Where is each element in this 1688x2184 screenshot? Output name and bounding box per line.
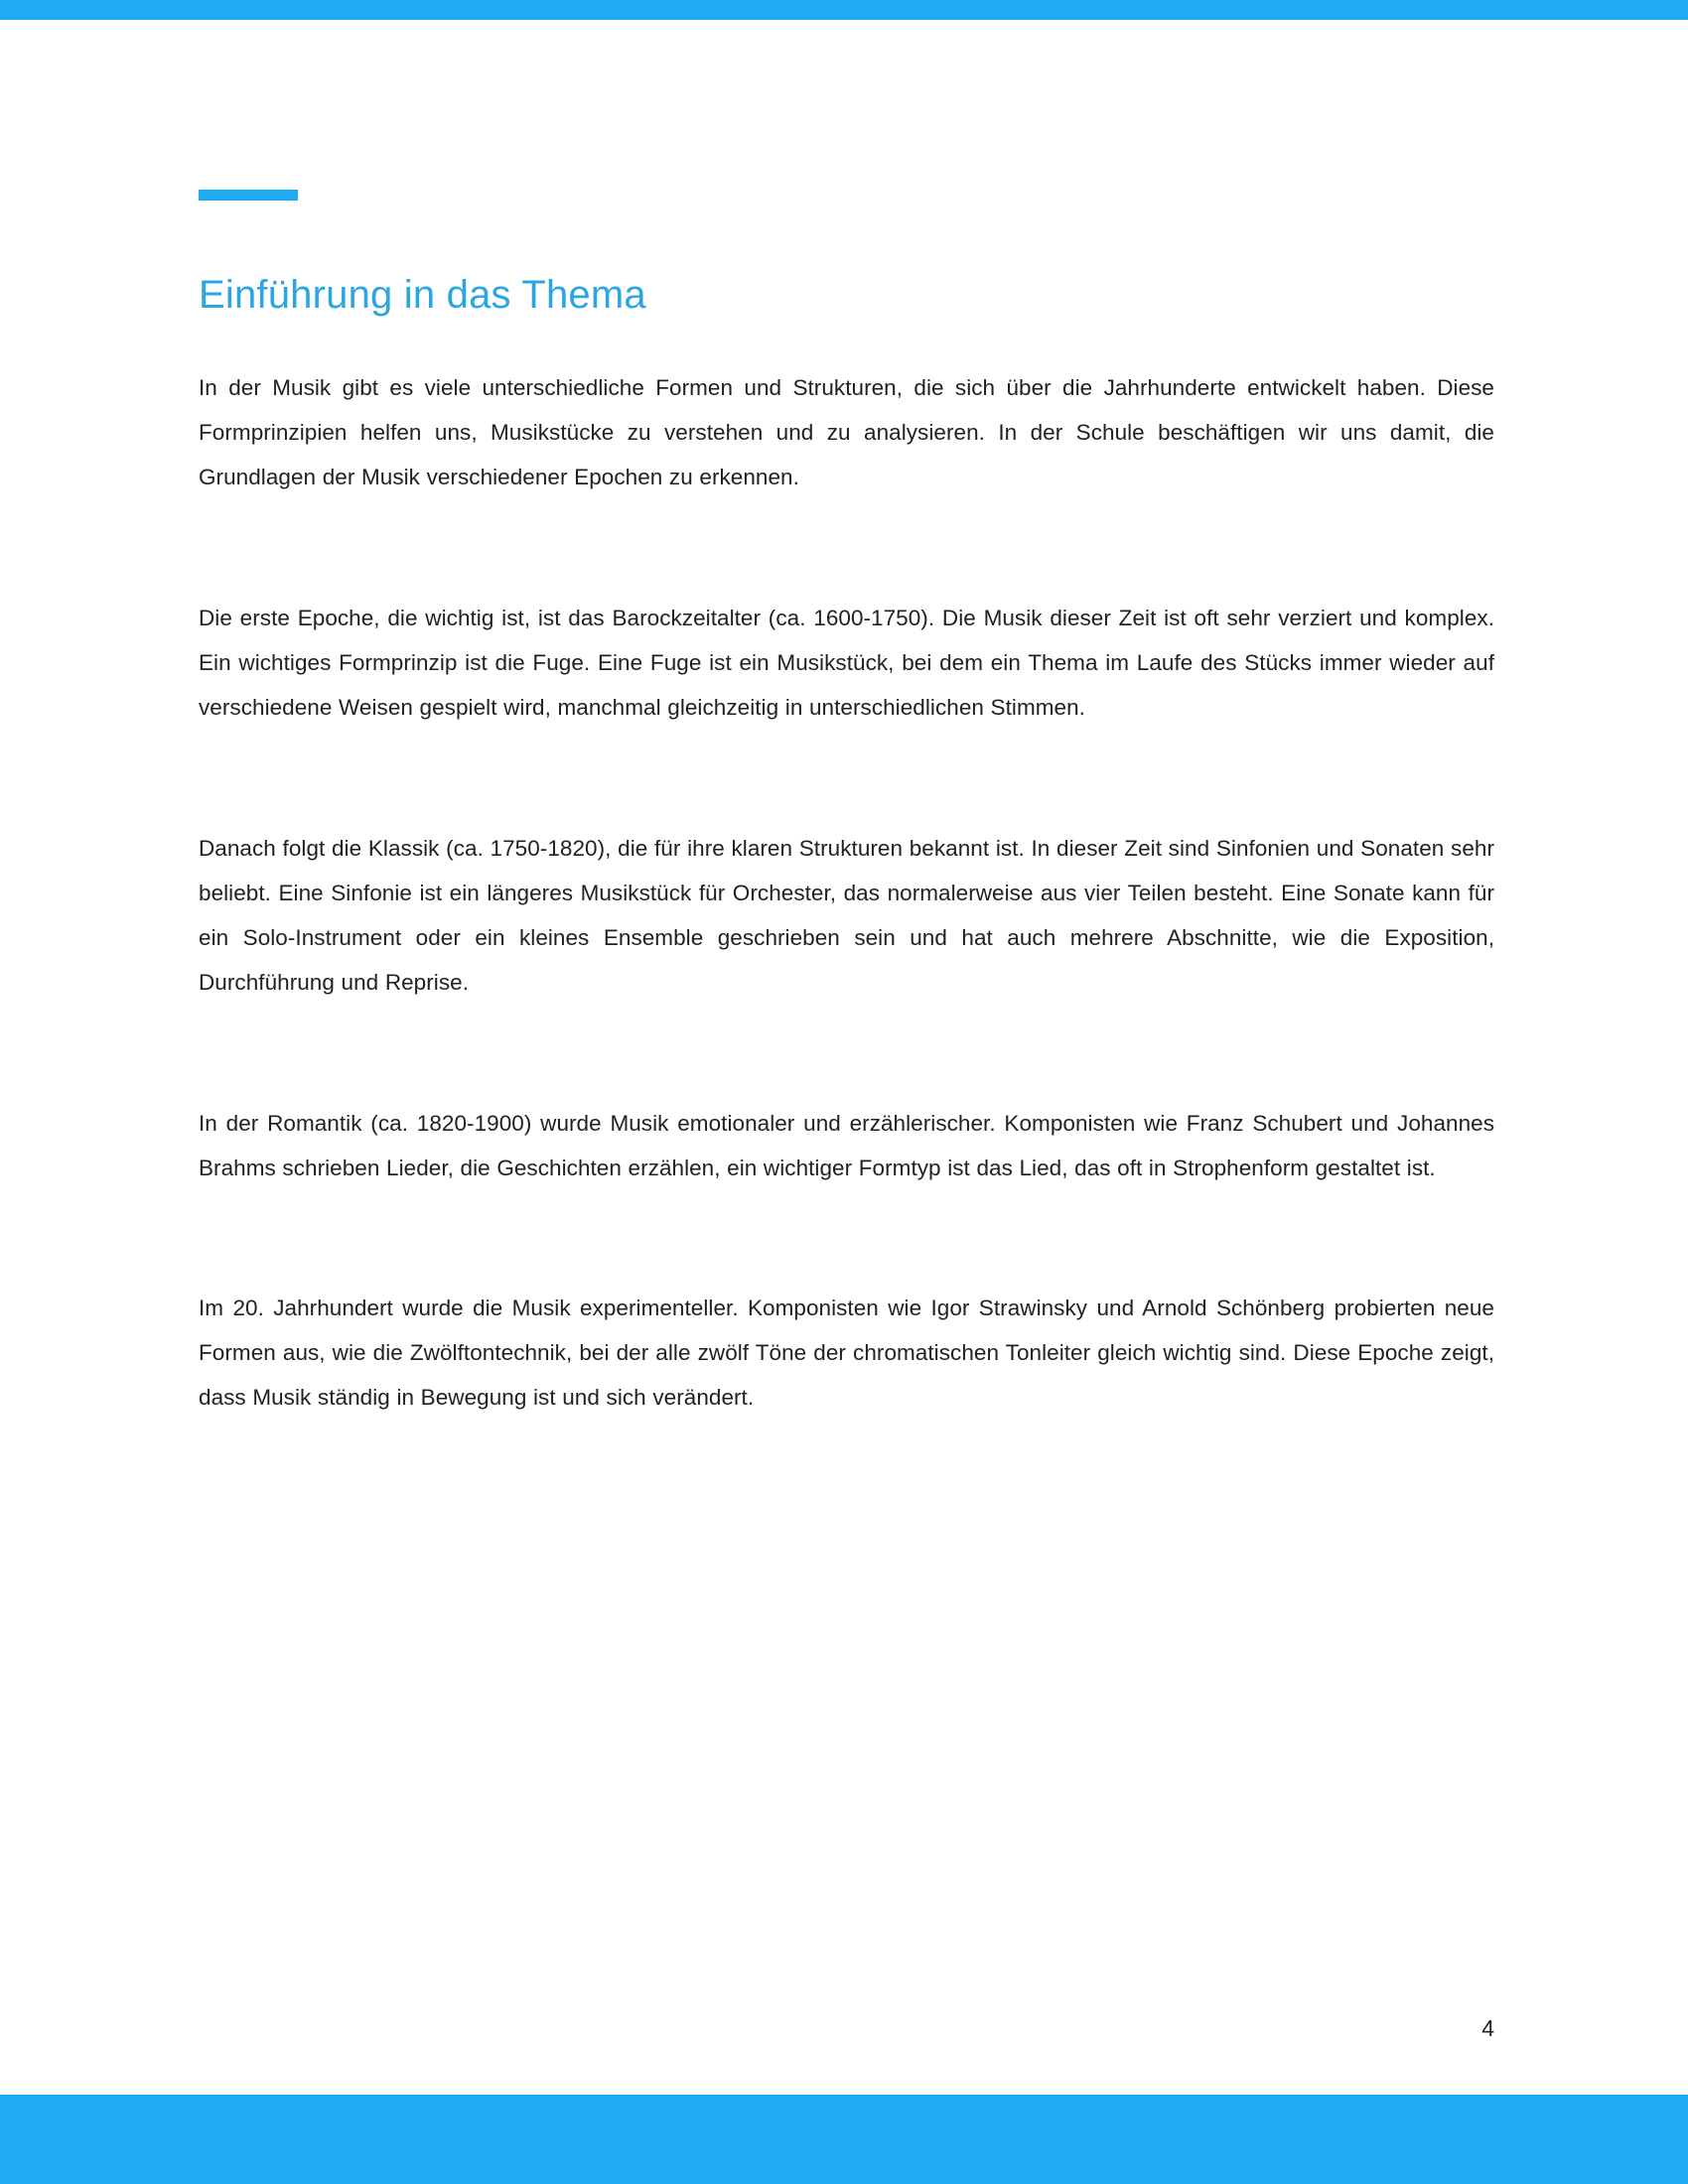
- body-paragraph-1: In der Musik gibt es viele unterschiedliche Formen und Strukturen, die sich über die Jahrhunderte entwickelt haben. Diese Formprinzipien helfen uns, Musikstücke zu verstehen und zu analysieren. In der Schule beschäftigen wir uns damit, die Grundlagen der Musik verschiedener Epochen zu erkennen.: [199, 375, 1494, 489]
- top-accent-bar: [0, 0, 1688, 20]
- body-paragraph-4: In der Romantik (ca. 1820-1900) wurde Musik emotionaler und erzählerischer. Komponisten wie Franz Schubert und Johannes Brahms schrieben Lieder, die Geschichten erzählen, ein wichtiger Formtyp ist das Lied, das oft in Strophenform gestaltet ist.: [199, 1111, 1494, 1180]
- body-paragraph-2: Die erste Epoche, die wichtig ist, ist das Barockzeitalter (ca. 1600-1750). Die Musik dieser Zeit ist oft sehr verziert und komplex. Ein wichtiges Formprinzip ist die Fuge. Eine Fuge ist ein Musikstück, bei dem ein Thema im Laufe des Stücks immer wieder auf verschiedene Weisen gespielt wird, manchmal gleichzeitig in unterschiedlichen Stimmen.: [199, 606, 1494, 720]
- paragraph-spacer: [199, 730, 1494, 826]
- body-paragraph-3: Danach folgt die Klassik (ca. 1750-1820), die für ihre klaren Strukturen bekannt ist. In dieser Zeit sind Sinfonien und Sonaten sehr beliebt. Eine Sinfonie ist ein längeres Musikstück für Orchester, das normalerweise aus vier Teilen besteht. Eine Sonate kann für ein Solo-Instrument oder ein kleines Ensemble geschrieben sein und hat auch mehrere Abschnitte, wie die Exposition, Durchführung und Reprise.: [199, 836, 1494, 995]
- page-number: 4: [1481, 2015, 1494, 2041]
- title-accent-dash: [199, 190, 298, 201]
- page-title: Einführung in das Thema: [199, 273, 646, 317]
- paragraph-spacer: [199, 1005, 1494, 1101]
- paragraph-spacer: [199, 1190, 1494, 1286]
- body-paragraph-5: Im 20. Jahrhundert wurde die Musik experimenteller. Komponisten wie Igor Strawinsky und Arnold Schönberg probierten neue Formen aus, wie die Zwölftontechnik, bei der alle zwölf Töne der chromatischen Tonleiter gleich wichtig sind. Diese Epoche zeigt, dass Musik ständig in Bewegung ist und sich verändert.: [199, 1296, 1494, 1410]
- page-content: [199, 268, 1494, 1420]
- paragraph-spacer: [199, 499, 1494, 596]
- bottom-accent-bar: [0, 2095, 1688, 2184]
